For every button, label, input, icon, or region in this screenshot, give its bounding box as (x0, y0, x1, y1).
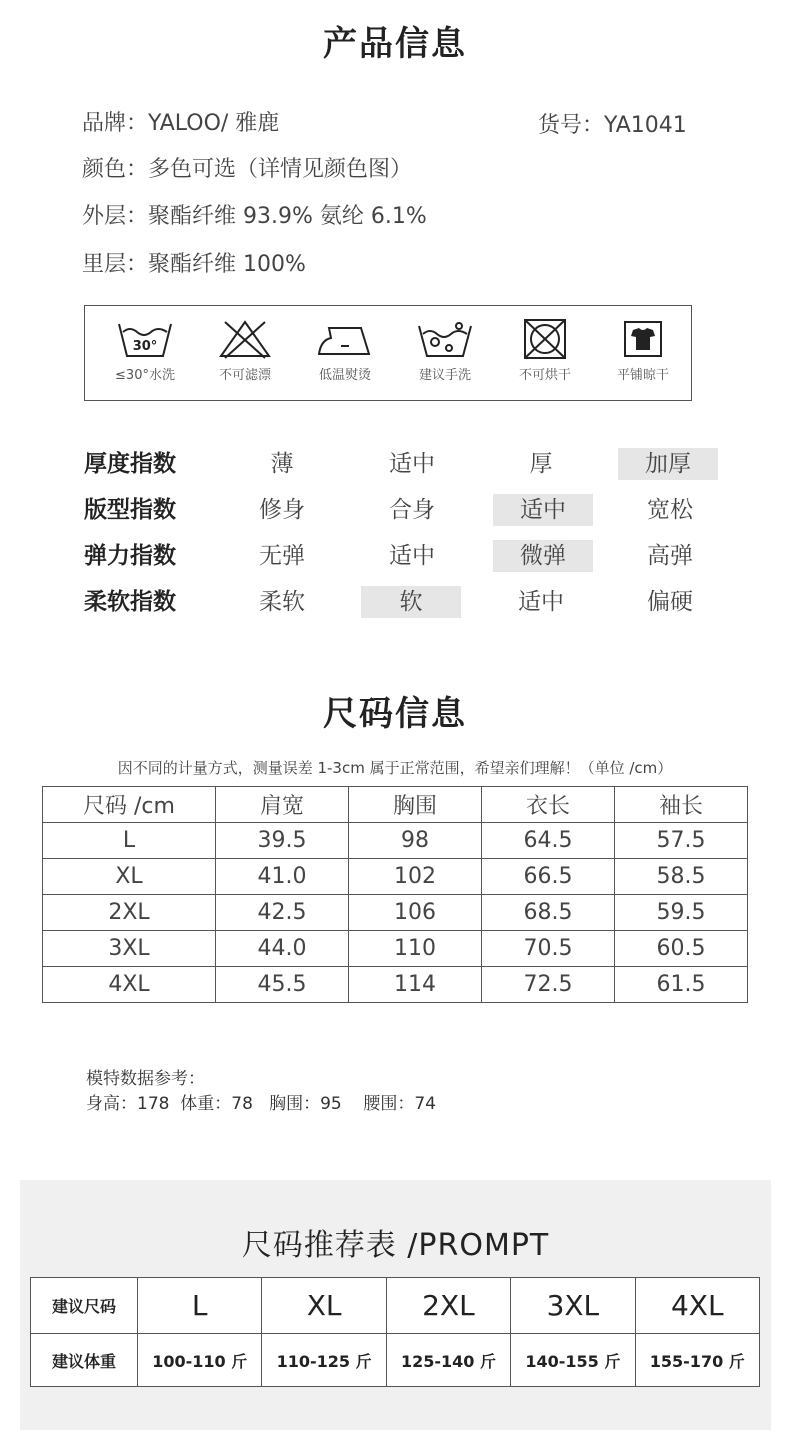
table-cell: 114 (349, 967, 482, 1003)
index-option: 适中 (389, 543, 435, 569)
table-cell: 44.0 (216, 931, 349, 967)
table-cell: 110 (349, 931, 482, 967)
hand-wash-icon (415, 318, 475, 360)
recommend-weight: 100-110 斤 (138, 1334, 262, 1387)
recommend-weight-label: 建议体重 (31, 1334, 138, 1387)
size-table (42, 786, 748, 1003)
table-cell: 66.5 (482, 859, 615, 895)
index-option-selected: 微弹 (493, 540, 593, 572)
no-tumble-dry-icon (515, 318, 575, 360)
table-header: 衣长 (482, 787, 615, 823)
recommend-weight: 155-170 斤 (635, 1334, 759, 1387)
index-label: 厚度指数 (84, 451, 176, 477)
index-option: 无弹 (259, 543, 305, 569)
table-cell: 45.5 (216, 967, 349, 1003)
care-label: 不可烘干 (518, 368, 571, 383)
model-stats: 身高：178 体重：78 胸围：95 腰围：74 (86, 1094, 436, 1114)
care-item-iron (295, 318, 395, 383)
care-label: ≤30°水洗 (115, 368, 175, 383)
table-cell: XL (43, 859, 216, 895)
recommend-size: 4XL (635, 1278, 759, 1334)
no-bleach-icon (215, 318, 275, 360)
table-header: 胸围 (349, 787, 482, 823)
index-option: 修身 (259, 497, 305, 523)
recommend-weight: 110-125 斤 (262, 1334, 386, 1387)
care-label: 低温熨烫 (318, 368, 371, 383)
table-cell: 61.5 (615, 967, 748, 1003)
brand-text: 品牌：YALOO/ 雅鹿 (82, 111, 280, 136)
table-cell: 70.5 (482, 931, 615, 967)
care-item-flat-dry (593, 318, 693, 383)
table-cell: 102 (349, 859, 482, 895)
care-label: 平铺晾干 (616, 368, 669, 383)
index-option: 合身 (389, 497, 435, 523)
index-option-selected: 软 (361, 586, 461, 618)
care-label: 不可滤漂 (218, 368, 271, 383)
index-option: 柔软 (259, 589, 305, 615)
color-text: 颜色：多色可选（详情见颜色图） (82, 157, 413, 182)
table-cell: 68.5 (482, 895, 615, 931)
recommend-size-label: 建议尺码 (31, 1278, 138, 1334)
table-cell: 98 (349, 823, 482, 859)
table-row (43, 967, 748, 1003)
index-row-elasticity (84, 540, 724, 572)
measurement-note: 因不同的计量方式，测量误差 1-3cm 属于正常范围，希望亲们理解！（单位 /cm） (117, 759, 673, 777)
table-cell: 39.5 (216, 823, 349, 859)
svg-text:30°: 30° (132, 339, 158, 354)
table-cell: 60.5 (615, 931, 748, 967)
table-header: 尺码 /cm (43, 787, 216, 823)
index-option-selected: 适中 (493, 494, 593, 526)
product-info-title: 产品信息 (323, 24, 467, 64)
index-option: 厚 (529, 451, 553, 477)
table-header: 袖长 (615, 787, 748, 823)
table-cell: 4XL (43, 967, 216, 1003)
recommend-weight: 140-155 斤 (511, 1334, 635, 1387)
recommend-size: L (138, 1278, 262, 1334)
recommend-size: 3XL (511, 1278, 635, 1334)
table-row (31, 1334, 760, 1387)
care-instructions (84, 305, 692, 401)
table-cell: 64.5 (482, 823, 615, 859)
size-info-title: 尺码信息 (323, 694, 467, 734)
index-option: 偏硬 (647, 589, 693, 615)
index-row-softness (84, 586, 724, 618)
table-cell: 3XL (43, 931, 216, 967)
model-title: 模特数据参考： (86, 1069, 205, 1089)
table-row (43, 823, 748, 859)
index-option: 宽松 (647, 497, 693, 523)
recommend-title: 尺码推荐表 /PROMPT (241, 1228, 550, 1263)
index-row-thickness (84, 448, 724, 480)
inner-material-text: 里层：聚酯纤维 100% (82, 252, 306, 277)
table-cell: 57.5 (615, 823, 748, 859)
recommend-table (30, 1277, 760, 1387)
table-cell: 106 (349, 895, 482, 931)
table-row (31, 1278, 760, 1334)
care-item-wash (95, 318, 195, 383)
table-cell: L (43, 823, 216, 859)
outer-material-text: 外层：聚酯纤维 93.9% 氨纶 6.1% (82, 204, 427, 229)
table-cell: 59.5 (615, 895, 748, 931)
low-iron-icon (315, 318, 375, 360)
recommend-size: 2XL (386, 1278, 510, 1334)
table-row (43, 895, 748, 931)
index-option: 适中 (389, 451, 435, 477)
care-label: 建议手洗 (418, 368, 471, 383)
table-header: 肩宽 (216, 787, 349, 823)
index-option: 薄 (270, 451, 294, 477)
table-cell: 2XL (43, 895, 216, 931)
wash-30-icon (115, 318, 175, 360)
index-label: 柔软指数 (84, 589, 176, 615)
recommend-weight: 125-140 斤 (386, 1334, 510, 1387)
index-option: 适中 (518, 589, 564, 615)
index-label: 版型指数 (84, 497, 176, 523)
index-row-fit (84, 494, 724, 526)
recommend-size: XL (262, 1278, 386, 1334)
dry-flat-icon (613, 318, 673, 360)
care-item-dry (495, 318, 595, 383)
care-item-handwash (395, 318, 495, 383)
table-cell: 58.5 (615, 859, 748, 895)
index-label: 弹力指数 (84, 543, 176, 569)
table-row (43, 859, 748, 895)
care-item-bleach (195, 318, 295, 383)
table-cell: 72.5 (482, 967, 615, 1003)
size-recommend-panel (20, 1180, 771, 1430)
table-cell: 41.0 (216, 859, 349, 895)
index-option-selected: 加厚 (618, 448, 718, 480)
item-number-text: 货号：YA1041 (538, 113, 687, 138)
table-cell: 42.5 (216, 895, 349, 931)
table-header-row (43, 787, 748, 823)
table-row (43, 931, 748, 967)
index-option: 高弹 (647, 543, 693, 569)
